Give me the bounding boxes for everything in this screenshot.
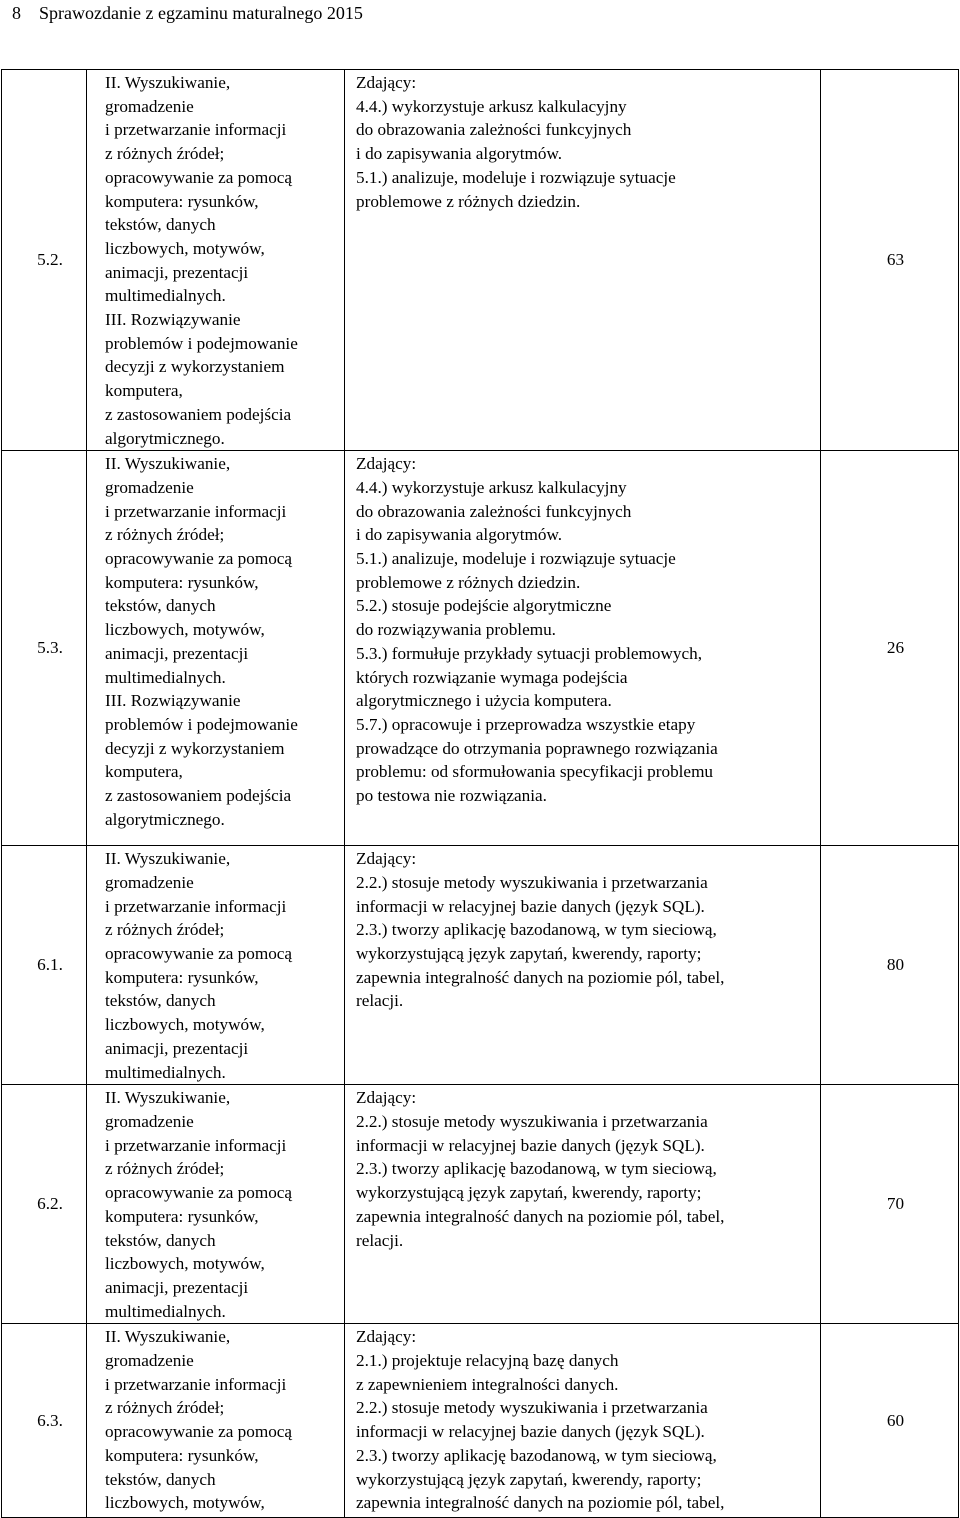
general-requirement-line: liczbowych, motywów, <box>105 1015 265 1035</box>
general-requirement-line: liczbowych, motywów, <box>105 1493 265 1513</box>
general-requirement-line: z różnych źródeł; <box>105 1398 225 1418</box>
general-requirement-line: opracowywanie za pomocą <box>105 1422 293 1442</box>
general-requirement-line: i przetwarzanie informacji <box>105 896 287 916</box>
table-row <box>2 1324 959 1518</box>
general-requirement-line: z różnych źródeł; <box>105 920 225 940</box>
general-requirement-line: komputera: rysunków, <box>105 1445 259 1465</box>
specific-requirement-line: zapewnia integralność danych na poziomie pól, tabel, <box>356 1206 725 1226</box>
specific-requirement-line: 4.4.) wykorzystuje arkusz kalkulacyjny <box>356 96 627 116</box>
general-requirement-line: opracowywanie za pomocą <box>105 1183 293 1203</box>
specific-requirement-line: prowadzące do otrzymania poprawnego rozwiązania <box>356 738 718 758</box>
task-number: 6.2. <box>37 1194 63 1214</box>
general-requirements-cell <box>87 1085 345 1324</box>
score-cell <box>821 1324 959 1518</box>
specific-requirement-line: i do zapisywania algorytmów. <box>356 525 563 545</box>
score-value: 60 <box>886 1410 905 1430</box>
specific-requirement-line: informacji w relacyjnej bazie danych (język SQL). <box>356 1135 705 1155</box>
specific-requirement-line: informacji w relacyjnej bazie danych (język SQL). <box>356 1422 705 1442</box>
general-requirement-line: animacji, prezentacji <box>105 1277 249 1297</box>
general-requirement-line: problemów i podejmowanie <box>105 333 298 353</box>
general-requirement-line: tekstów, danych <box>105 991 216 1011</box>
general-requirement-line: i przetwarzanie informacji <box>105 1135 287 1155</box>
general-requirement-line: multimedialnych. <box>105 1062 226 1082</box>
general-requirement-line: komputera, <box>105 762 183 782</box>
results-table-body <box>2 70 959 1518</box>
general-requirement-line: gromadzenie <box>105 1111 194 1131</box>
general-requirement-line: gromadzenie <box>105 477 194 497</box>
score-value: 26 <box>886 638 905 658</box>
general-requirement-line: multimedialnych. <box>105 1301 226 1321</box>
general-requirements-cell <box>87 70 345 451</box>
general-requirement-line: z różnych źródeł; <box>105 1159 225 1179</box>
general-requirement-line: z zastosowaniem podejścia <box>105 404 292 424</box>
general-requirement-line: animacji, prezentacji <box>105 1038 249 1058</box>
specific-requirement-line: których rozwiązanie wymaga podejścia <box>356 667 628 687</box>
score-cell <box>821 70 959 451</box>
specific-requirement-line: 2.3.) tworzy aplikację bazodanową, w tym sieciową, <box>356 1445 717 1465</box>
specific-requirement-line: do obrazowania zależności funkcyjnych <box>356 501 632 521</box>
general-requirement-line: liczbowych, motywów, <box>105 1254 265 1274</box>
table-row <box>2 1085 959 1324</box>
specific-requirements-cell <box>345 846 821 1085</box>
general-requirement-line: gromadzenie <box>105 872 194 892</box>
specific-requirement-line: Zdający: <box>356 73 417 92</box>
general-requirement-line: gromadzenie <box>105 96 194 116</box>
specific-requirement-line: 2.3.) tworzy aplikację bazodanową, w tym sieciową, <box>356 1159 717 1179</box>
task-number: 5.3. <box>37 638 63 658</box>
specific-requirement-line: z zapewnieniem integralności danych. <box>356 1374 619 1394</box>
specific-requirement-line: relacji. <box>356 991 404 1011</box>
specific-requirement-line: relacji. <box>356 1230 404 1250</box>
specific-requirement-line: 5.1.) analizuje, modeluje i rozwiązuje sytuacje <box>356 167 676 187</box>
general-requirement-line: gromadzenie <box>105 1351 194 1371</box>
score-value: 80 <box>886 955 905 975</box>
specific-requirement-line: Zdający: <box>356 849 417 869</box>
general-requirement-line: tekstów, danych <box>105 1230 216 1250</box>
specific-requirement-line: problemowe z różnych dziedzin. <box>356 191 581 211</box>
general-requirement-line: multimedialnych. <box>105 286 226 306</box>
specific-requirements-cell <box>345 70 821 451</box>
score-value: 70 <box>886 1194 905 1214</box>
task-number-cell <box>2 1085 87 1324</box>
page-number: 8 <box>12 3 21 23</box>
specific-requirement-line: 5.2.) stosuje podejście algorytmiczne <box>356 596 612 616</box>
score-cell <box>821 451 959 846</box>
general-requirement-line: z zastosowaniem podejścia <box>105 786 292 806</box>
results-table <box>1 69 959 1518</box>
general-requirement-line: problemów i podejmowanie <box>105 714 298 734</box>
general-requirement-line: komputera, <box>105 381 183 401</box>
table-row <box>2 846 959 1085</box>
specific-requirement-line: 2.2.) stosuje metody wyszukiwania i przetwarzania <box>356 872 708 892</box>
general-requirement-line: opracowywanie za pomocą <box>105 167 293 187</box>
general-requirement-line: komputera: rysunków, <box>105 191 259 211</box>
general-requirement-line: algorytmicznego. <box>105 809 225 829</box>
specific-requirement-line: 4.4.) wykorzystuje arkusz kalkulacyjny <box>356 477 627 497</box>
general-requirement-line: liczbowych, motywów, <box>105 620 265 640</box>
general-requirement-line: III. Rozwiązywanie <box>105 310 241 330</box>
specific-requirement-line: do rozwiązywania problemu. <box>356 620 556 640</box>
specific-requirement-line: Zdający: <box>356 454 417 474</box>
specific-requirement-line: zapewnia integralność danych na poziomie pól, tabel, <box>356 1493 725 1513</box>
specific-requirement-line: Zdający: <box>356 1088 417 1108</box>
general-requirement-line: decyzji z wykorzystaniem <box>105 357 285 377</box>
general-requirement-line: III. Rozwiązywanie <box>105 691 241 711</box>
task-number-cell <box>2 1324 87 1518</box>
specific-requirement-line: problemu: od sformułowania specyfikacji problemu <box>356 762 714 782</box>
specific-requirement-line: zapewnia integralność danych na poziomie pól, tabel, <box>356 967 725 987</box>
score-cell <box>821 1085 959 1324</box>
specific-requirement-line: problemowe z różnych dziedzin. <box>356 572 581 592</box>
general-requirement-line: II. Wyszukiwanie, <box>105 1327 231 1347</box>
specific-requirement-line: 5.1.) analizuje, modeluje i rozwiązuje sytuacje <box>356 549 676 569</box>
general-requirement-line: z różnych źródeł; <box>105 144 225 164</box>
specific-requirement-line: 5.7.) opracowuje i przeprowadza wszystkie etapy <box>356 714 696 734</box>
general-requirement-line: multimedialnych. <box>105 667 226 687</box>
general-requirement-line: z różnych źródeł; <box>105 525 225 545</box>
general-requirements-cell <box>87 846 345 1085</box>
score-cell <box>821 846 959 1085</box>
general-requirement-line: i przetwarzanie informacji <box>105 501 287 521</box>
task-number-cell <box>2 846 87 1085</box>
general-requirement-line: komputera: rysunków, <box>105 1206 259 1226</box>
general-requirement-line: II. Wyszukiwanie, <box>105 454 231 474</box>
specific-requirement-line: algorytmicznego i użycia komputera. <box>356 691 612 711</box>
specific-requirement-line: do obrazowania zależności funkcyjnych <box>356 120 632 140</box>
specific-requirements-cell <box>345 451 821 846</box>
specific-requirement-line: po testowa nie rozwiązania. <box>356 786 547 806</box>
specific-requirement-line: Zdający: <box>356 1327 417 1347</box>
specific-requirement-line: wykorzystującą język zapytań, kwerendy, raporty; <box>356 1469 702 1489</box>
general-requirement-line: animacji, prezentacji <box>105 262 249 282</box>
general-requirement-line: animacji, prezentacji <box>105 643 249 663</box>
general-requirement-line: II. Wyszukiwanie, <box>105 73 231 92</box>
general-requirements-cell <box>87 1324 345 1518</box>
table-row <box>2 70 959 451</box>
specific-requirements-cell <box>345 1085 821 1324</box>
specific-requirement-line: informacji w relacyjnej bazie danych (język SQL). <box>356 896 705 916</box>
general-requirement-line: tekstów, danych <box>105 1469 216 1489</box>
task-number-cell <box>2 70 87 451</box>
specific-requirement-line: 2.2.) stosuje metody wyszukiwania i przetwarzania <box>356 1111 708 1131</box>
task-number: 6.3. <box>37 1410 63 1430</box>
general-requirement-line: opracowywanie za pomocą <box>105 944 293 964</box>
task-number: 5.2. <box>37 250 63 270</box>
general-requirement-line: tekstów, danych <box>105 215 216 235</box>
general-requirement-line: i przetwarzanie informacji <box>105 120 287 140</box>
general-requirements-cell <box>87 451 345 846</box>
score-value: 63 <box>886 250 905 270</box>
general-requirement-line: i przetwarzanie informacji <box>105 1374 287 1394</box>
specific-requirement-line: wykorzystującą język zapytań, kwerendy, raporty; <box>356 944 702 964</box>
general-requirement-line: komputera: rysunków, <box>105 967 259 987</box>
specific-requirements-cell <box>345 1324 821 1518</box>
document-title: Sprawozdanie z egzaminu maturalnego 2015 <box>39 3 363 23</box>
general-requirement-line: II. Wyszukiwanie, <box>105 849 231 869</box>
general-requirement-line: komputera: rysunków, <box>105 572 259 592</box>
task-number-cell <box>2 451 87 846</box>
general-requirement-line: liczbowych, motywów, <box>105 238 265 258</box>
general-requirement-line: opracowywanie za pomocą <box>105 549 293 569</box>
task-number: 6.1. <box>37 955 63 975</box>
table-row <box>2 451 959 846</box>
general-requirement-line: decyzji z wykorzystaniem <box>105 738 285 758</box>
specific-requirement-line: i do zapisywania algorytmów. <box>356 144 563 164</box>
general-requirement-line: II. Wyszukiwanie, <box>105 1088 231 1108</box>
specific-requirement-line: 2.1.) projektuje relacyjną bazę danych <box>356 1351 619 1371</box>
specific-requirement-line: wykorzystującą język zapytań, kwerendy, raporty; <box>356 1183 702 1203</box>
specific-requirement-line: 2.3.) tworzy aplikację bazodanową, w tym sieciową, <box>356 920 717 940</box>
specific-requirement-line: 5.3.) formułuje przykłady sytuacji problemowych, <box>356 643 703 663</box>
specific-requirement-line: 2.2.) stosuje metody wyszukiwania i przetwarzania <box>356 1398 708 1418</box>
general-requirement-line: tekstów, danych <box>105 596 216 616</box>
general-requirement-line: algorytmicznego. <box>105 428 225 448</box>
